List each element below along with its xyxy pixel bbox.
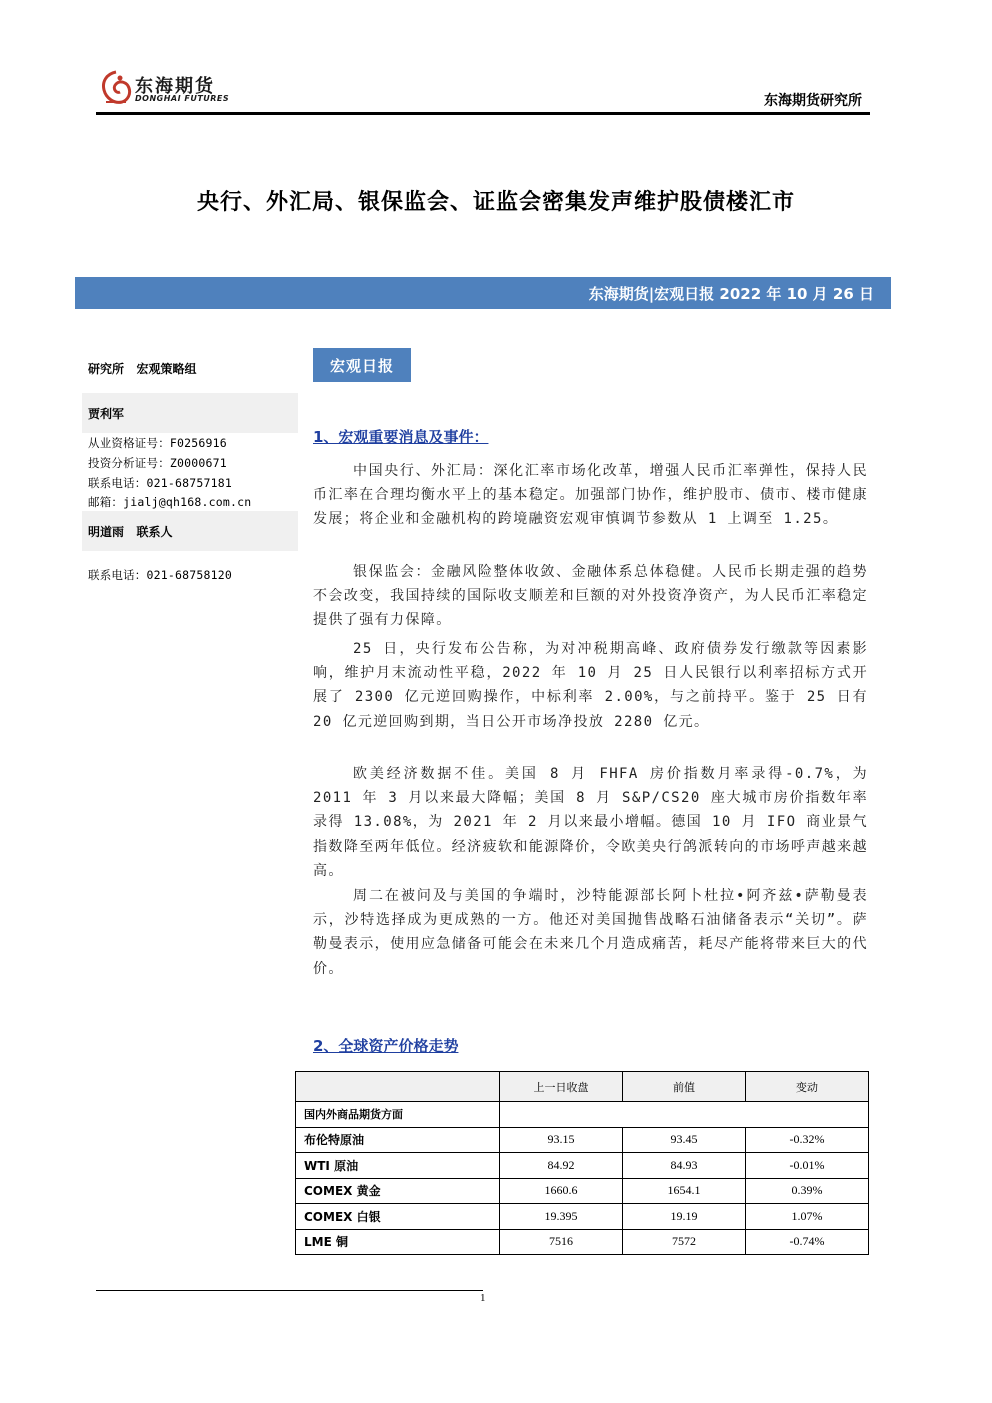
table-group-empty [500,1102,869,1128]
org-name: 东海期货研究所 [764,93,862,109]
page-number: 1 [480,1292,486,1304]
department-label: 研究所 宏观策略组 [88,362,197,376]
asset-name: WTI 原油 [296,1153,500,1179]
asset-name: COMEX 黄金 [296,1178,500,1204]
asset-price-table [295,1071,869,1255]
table-row [296,1178,869,1204]
change-value: -0.01% [746,1153,869,1179]
change-value: -0.74% [746,1229,869,1255]
close-value: 7516 [500,1229,623,1255]
paragraph-4: 欧美经济数据不佳。美国 8 月 FHFA 房价指数月率录得-0.7%，为 2011 年 3 月以来最大降幅；美国 8 月 S&P/CS20 座大城市房价指数年率录得 13.08%，为 2021 年 2 月以来最小增幅。德国 10 月 IFO 商业景气指数降至两年低位。经济疲软和能源降价，令欧美央行鸽派转向的市场呼声越来越高。 [313,766,868,879]
section-1-title: 1、宏观重要消息及事件： [313,428,489,446]
report-title: 央行、外汇局、银保监会、证监会密集发声维护股债楼汇市 [196,190,795,215]
table-header-close: 上一日收盘 [500,1072,623,1102]
paragraph-2: 银保监会：金融风险整体收敛、金融体系总体稳健。人民币长期走强的趋势不会改变，我国持续的国际收支顺差和巨额的对外投资净资产，为人民币汇率稳定提供了强有力保障。 [313,564,868,629]
analyst-license: 从业资格证号：F0256916 [88,436,227,450]
paragraph-3: 25 日，央行发布公告称，为对冲税期高峰、政府债券发行缴款等因素影响，维护月末流动性平稳，2022 年 10 月 25 日人民银行以利率招标方式开展了 2300 亿元逆回购操作，中标利率 2.00%，与之前持平。鉴于 25 日有 20 亿元逆回购到期，当日公开市场净投放 2280 亿元。 [313,641,868,730]
table-header-row [296,1072,869,1102]
analyst-phone: 联系电话：021-68757181 [88,476,232,490]
logo-text-cn: 东海期货 [135,76,215,97]
analyst-name: 贾利军 [88,407,125,421]
table-row [296,1153,869,1179]
table-group-label: 国内外商品期货方面 [296,1102,500,1128]
change-value: 0.39% [746,1178,869,1204]
close-value: 1660.6 [500,1178,623,1204]
logo-text-en: DONGHAI FUTURES [135,94,230,103]
donghai-logo-icon [98,68,134,108]
header-divider [96,112,870,115]
paragraph-5: 周二在被问及与美国的争端时，沙特能源部长阿卜杜拉•阿齐兹•萨勒曼表示，沙特选择成为更成熟的一方。他还对美国抛售战略石油储备表示“关切”。萨勒曼表示，使用应急储备可能会在未来几个月造成痛苦，耗尽产能将带来巨大的代价。 [313,888,868,977]
table-header-prev: 前值 [623,1072,746,1102]
daily-report-tag: 宏观日报 [313,348,411,382]
paragraph-1: 中国央行、外汇局：深化汇率市场化改革，增强人民币汇率弹性，保持人民币汇率在合理均衡水平上的基本稳定。加强部门协作，维护股市、债市、楼市健康发展；将企业和金融机构的跨境融资宏观审慎调节参数从 1 上调至 1.25。 [313,463,868,528]
prev-value: 84.93 [623,1153,746,1179]
asset-name: 布伦特原油 [296,1127,500,1153]
prev-value: 19.19 [623,1204,746,1230]
contact-name: 明道雨 联系人 [88,525,173,539]
table-row [296,1127,869,1153]
prev-value: 1654.1 [623,1178,746,1204]
section-2-title: 2、全球资产价格走势 [313,1037,459,1055]
table-row [296,1229,869,1255]
contact-phone: 联系电话：021-68758120 [88,568,232,582]
change-value: -0.32% [746,1127,869,1153]
prev-value: 93.45 [623,1127,746,1153]
close-value: 84.92 [500,1153,623,1179]
banner-text: 东海期货|宏观日报 2022 年 10 月 26 日 [588,285,874,303]
table-header-change: 变动 [746,1072,869,1102]
prev-value: 7572 [623,1229,746,1255]
asset-name: COMEX 白银 [296,1204,500,1230]
footer-divider [96,1290,483,1291]
table-row [296,1204,869,1230]
analyst-email: 邮箱：jialj@qh168.com.cn [88,495,252,509]
close-value: 93.15 [500,1127,623,1153]
asset-name: LME 铜 [296,1229,500,1255]
close-value: 19.395 [500,1204,623,1230]
analyst-invest-license: 投资分析证号：Z0000671 [88,456,227,470]
table-group-row [296,1102,869,1128]
change-value: 1.07% [746,1204,869,1230]
table-header-blank [296,1072,500,1102]
